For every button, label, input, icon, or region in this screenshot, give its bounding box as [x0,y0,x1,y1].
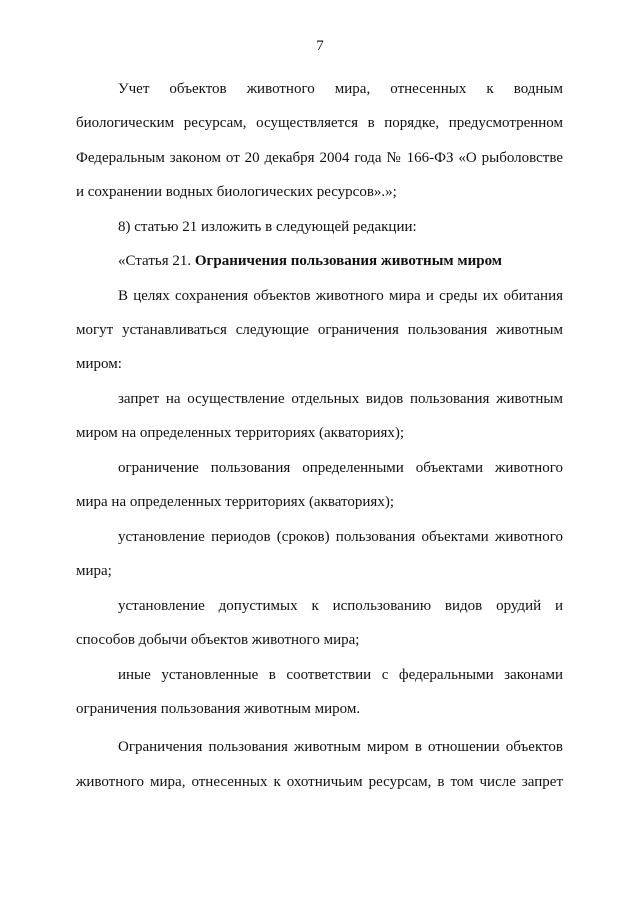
page-number: 7 [316,38,324,54]
paragraph-line: В целях сохранения объектов животного мира и среды их обитания [118,288,563,304]
list-item-line: ограничение пользования определенными объектами животного [118,460,563,476]
paragraph-line: Ограничения пользования животным миром в отношении объектов [118,739,563,755]
list-item-line: запрет на осуществление отдельных видов пользования животным [118,391,563,407]
paragraph-line: Учет объектов животного мира, отнесенных к водным [118,81,563,97]
list-item-line: иные установленные в соответствии с федеральными законами [118,667,563,683]
paragraph-line: миром: [76,356,122,372]
list-item-line: ограничения пользования животным миром. [76,701,361,717]
paragraph-line: 8) статью 21 изложить в следующей редакции: [118,219,417,235]
paragraph-line: могут устанавливаться следующие ограничения пользования животным [76,322,563,338]
list-item-line: мира на определенных территориях (акваториях); [76,494,394,510]
list-item-line: установление периодов (сроков) пользования объектами животного [118,529,563,545]
list-item-line: миром на определенных территориях (акваториях); [76,425,405,441]
list-item-line: мира; [76,563,112,579]
paragraph-line: животного мира, отнесенных к охотничьим ресурсам, в том числе запрет [76,774,563,790]
list-item-line: способов добычи объектов животного мира; [76,632,360,648]
article-title: Ограничения пользования животным миром [194,253,503,269]
article-heading [118,252,563,270]
paragraph-line: Федеральным законом от 20 декабря 2004 года № 166-ФЗ «О рыболовстве [76,150,563,166]
article-number: «Статья 21. [118,253,192,269]
list-item-line: установление допустимых к использованию видов орудий и [118,598,563,614]
paragraph-line: и сохранении водных биологических ресурсов».»; [76,184,397,200]
paragraph-line: биологическим ресурсам, осуществляется в порядке, предусмотренном [76,115,563,131]
